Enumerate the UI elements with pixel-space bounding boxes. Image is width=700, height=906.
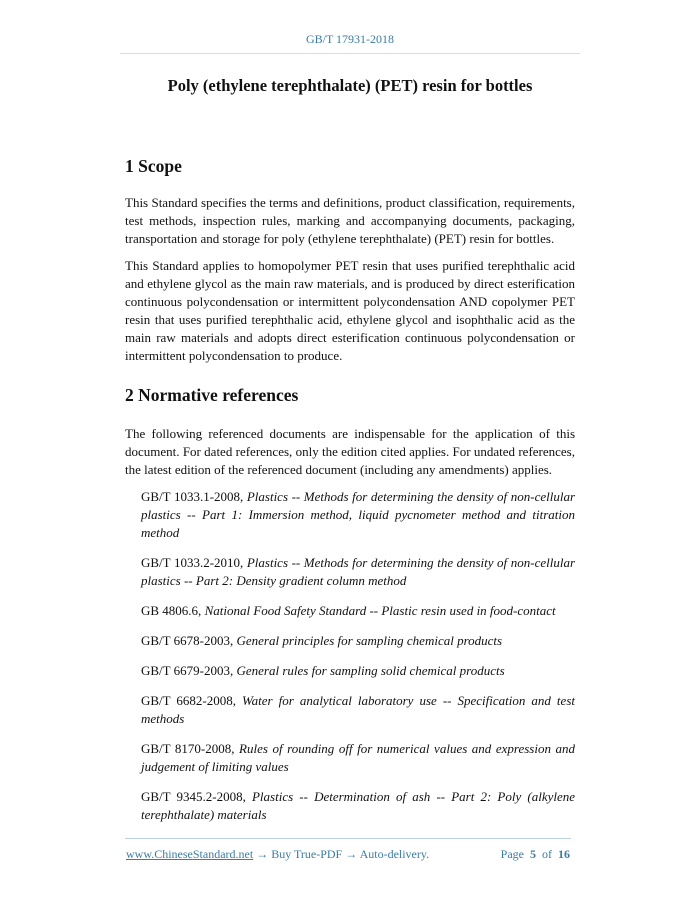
reference-item (141, 488, 575, 542)
normative-intro-paragraph: The following referenced documents are indispensable for the application of this document. For dated references, only the edition cited applies. For undated references, the latest edition of the referenced document (including any amendments) applies. (125, 426, 575, 477)
reference-item (141, 740, 575, 776)
reference-item (141, 662, 575, 680)
total-page-number: 16 (558, 847, 570, 861)
reference-code: GB/T 6678-2003, (141, 633, 234, 648)
reference-code: GB/T 1033.2-2010, (141, 555, 244, 570)
document-body (125, 154, 575, 836)
reference-title: Plastics -- Determination of ash -- Part 2: Poly (alkylene terephthalate) materials (141, 789, 576, 822)
reference-item (141, 554, 575, 590)
section-heading-scope: 1 Scope (125, 156, 182, 176)
reference-title: Plastics -- Methods for determining the density of non-cellular plastics -- Part 2: Density gradient column method (141, 555, 575, 588)
chinesestandard-link[interactable]: www.ChineseStandard.net (126, 847, 254, 861)
reference-list (125, 488, 575, 824)
reference-code: GB/T 1033.1-2008, (141, 489, 244, 504)
reference-title: General principles for sampling chemical products (236, 633, 503, 648)
reference-title: General rules for sampling solid chemical products (236, 663, 505, 678)
reference-title: Plastics -- Methods for determining the density of non-cellular plastics -- Part 1: Immersion method, liquid pycnometer method and titration method (141, 489, 575, 540)
reference-code: GB/T 6682-2008, (141, 693, 236, 708)
page-label: Page (500, 847, 524, 861)
of-label: of (542, 847, 552, 861)
page-indicator (498, 847, 570, 862)
reference-item (141, 692, 575, 728)
header-divider (120, 53, 580, 54)
reference-title: National Food Safety Standard -- Plastic resin used in food-contact (204, 603, 556, 618)
reference-title: Rules of rounding off for numerical values and expression and judgement of limiting values (141, 741, 575, 774)
reference-item (141, 788, 575, 824)
reference-item (141, 602, 575, 620)
footer-promo (126, 847, 429, 862)
reference-code: GB 4806.6, (141, 603, 202, 618)
reference-code: GB/T 9345.2-2008, (141, 789, 246, 804)
footer-promo-text: → Buy True-PDF → Auto-delivery. (253, 847, 430, 861)
scope-paragraph-1: This Standard specifies the terms and definitions, product classification, requirements, test methods, inspection rules, marking and accompanying documents, packaging, transportation and storage for poly (ethylene terephthalate) (PET) resin for bottles. (125, 195, 575, 246)
reference-code: GB/T 6679-2003, (141, 663, 234, 678)
scope-paragraph-2: This Standard applies to homopolymer PET resin that uses purified terephthalic acid and ethylene glycol as the main raw materials, and is produced by direct esterification continuous polycondensation or intermittent polycondensation AND copolymer PET resin that uses purified terephthalic acid, ethylene glycol and isophthalic acid as the main raw materials and adopts direct esterification continuous polycondensation or intermittent polycondensation to produce. (125, 258, 575, 363)
footer-divider (125, 838, 571, 839)
standard-code-header: GB/T 17931-2018 (305, 32, 395, 46)
reference-item (141, 632, 575, 650)
page-footer (126, 847, 570, 862)
reference-code: GB/T 8170-2008, (141, 741, 235, 756)
document-title: Poly (ethylene terephthalate) (PET) resin for bottles (167, 76, 533, 95)
section-heading-normative-references: 2 Normative references (125, 385, 299, 405)
reference-title: Water for analytical laboratory use -- Specification and test methods (141, 693, 575, 726)
current-page-number: 5 (530, 847, 536, 861)
